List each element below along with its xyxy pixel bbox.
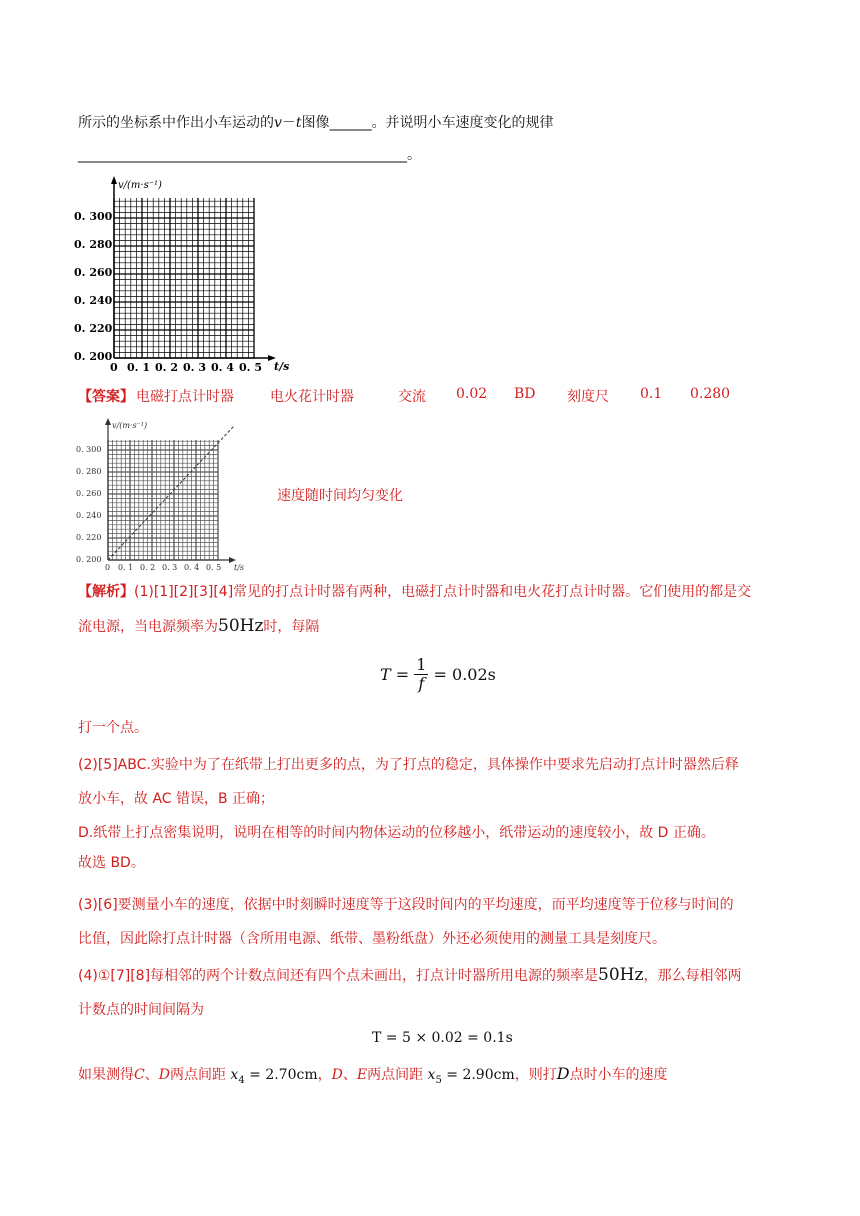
- x4-value: = 2.70cm: [244, 1067, 318, 1083]
- analysis-line: [78, 578, 784, 606]
- denominator: f: [418, 674, 425, 693]
- point-D: D: [556, 1064, 570, 1083]
- sep: ，: [317, 1067, 332, 1083]
- analysis-text: 如果测得: [78, 1067, 134, 1083]
- graph-note: 速度随时间均匀变化: [277, 488, 403, 504]
- question-text-b: 图像: [301, 115, 330, 131]
- question-text-c: 。并说明小车速度变化的规律: [371, 115, 554, 131]
- analysis-text: ，则打: [514, 1067, 557, 1083]
- point-D: D: [158, 1067, 170, 1083]
- x-tick: 0. 3: [162, 563, 178, 572]
- frequency: 50Hz: [218, 616, 264, 636]
- analysis-text: ，那么每相邻两: [643, 968, 742, 984]
- analysis-line: [78, 612, 784, 641]
- x-tick: 0. 1: [127, 361, 150, 374]
- point-E: E: [356, 1067, 368, 1083]
- y-tick: 0. 220: [74, 322, 113, 335]
- analysis-line: (2)[5]ABC.实验中为了在纸带上打出更多的点，为了打点的稳定，具体操作中要求先启动打点计时器然后释: [78, 757, 739, 773]
- answer-item: 刻度尺: [567, 389, 609, 405]
- question-line-1: [78, 112, 554, 132]
- y-tick: 0. 280: [76, 467, 102, 476]
- x-tick: 0. 1: [118, 563, 134, 572]
- x-axis-label: t/s: [274, 360, 290, 373]
- answer-item: 交流: [398, 389, 426, 405]
- y-ticks: [76, 445, 101, 564]
- sep: 、: [342, 1067, 357, 1083]
- analysis-p4: [78, 958, 784, 1027]
- analysis-text: 两点间距: [367, 1067, 424, 1083]
- x-tick: 0. 3: [183, 361, 206, 374]
- point-D: D: [331, 1067, 343, 1083]
- question-text: 所示的坐标系中作出小车运动的: [78, 115, 274, 131]
- analysis-text: (4)①[7][8]每相邻的两个计数点间还有四个点未画出，打点计时器所用电源的频率是: [78, 968, 599, 984]
- var-t: t: [295, 115, 302, 131]
- x-tick: 0. 2: [140, 563, 156, 572]
- y-tick: 0. 220: [76, 533, 102, 542]
- analysis-line: (3)[6]要测量小车的速度，依据中时刻瞬时速度等于这段时间内的平均速度，而平均速度等于位移与时间的: [78, 897, 734, 913]
- y-tick: 0. 300: [74, 210, 113, 223]
- analysis-line: 计数点的时间间隔为: [78, 1002, 204, 1018]
- equation-1: [380, 656, 496, 693]
- eq-rhs: = 0.02s: [433, 665, 496, 684]
- var-v: v: [274, 115, 282, 131]
- y-tick: 0. 240: [76, 511, 102, 520]
- equation-2: T = 5 × 0.02 = 0.1s: [372, 1030, 513, 1046]
- numerator: 1: [416, 655, 427, 674]
- y-axis-label: v/(m·s⁻¹): [112, 421, 148, 430]
- answer-item: 0.02: [456, 386, 488, 402]
- sep: 、: [144, 1067, 159, 1083]
- answer-item: BD: [514, 386, 536, 402]
- y-tick: 0. 200: [76, 555, 102, 564]
- y-tick: 0. 240: [74, 294, 113, 307]
- analysis-text: 两点间距: [169, 1067, 226, 1083]
- x4-expression: [230, 1067, 318, 1086]
- x-tick: 0: [105, 563, 111, 572]
- analysis-line: 放小车，故 AC 错误，B 正确；: [78, 791, 275, 807]
- x-ticks: [110, 361, 262, 374]
- x5-expression: [427, 1067, 515, 1086]
- answer-blank-2: _______________________________________________: [78, 147, 407, 163]
- axes: [105, 418, 236, 563]
- x-ticks: [105, 563, 221, 572]
- period: 。: [407, 147, 421, 163]
- answer-item: 电磁打点计时器: [136, 389, 234, 405]
- analysis-line: 故选 BD。: [78, 855, 145, 871]
- question-line-2: [78, 144, 421, 164]
- x-axis-label: t/s: [234, 563, 245, 572]
- y-tick: 0. 260: [74, 266, 113, 279]
- x-tick: 0. 2: [155, 361, 178, 374]
- analysis-p1: [78, 578, 784, 641]
- answer-item: 0.280: [690, 386, 731, 402]
- analysis-p1-end: [78, 714, 784, 742]
- x-tick: 0. 5: [239, 361, 262, 374]
- analysis-p2: [78, 748, 784, 876]
- x-tick: 0. 5: [206, 563, 222, 572]
- question-graph: [70, 174, 310, 374]
- analysis-text: 打一个点。: [78, 720, 148, 736]
- y-tick: 0. 200: [74, 350, 113, 363]
- x5-sub: 5: [435, 1074, 442, 1086]
- answer-blank-1: ______: [329, 115, 372, 131]
- x4-sub: 4: [238, 1074, 245, 1086]
- fraction: [414, 656, 428, 693]
- eq-lhs: T =: [380, 665, 410, 684]
- analysis-text: 点时小车的速度: [569, 1067, 668, 1083]
- answer-item: 电火花计时器: [270, 389, 354, 405]
- analysis-line: [78, 958, 784, 993]
- grid: [108, 440, 218, 560]
- y-axis-label: v/(m·s⁻¹): [118, 180, 162, 191]
- answer-line: [78, 386, 778, 406]
- answer-item: 0.1: [640, 386, 663, 402]
- x-tick: 0. 4: [184, 563, 200, 572]
- x-tick: 0: [110, 361, 118, 374]
- analysis-text: 时，每隔: [263, 619, 320, 635]
- frequency: 50Hz: [598, 965, 644, 985]
- grid: [114, 198, 254, 358]
- x5-var: x: [427, 1067, 436, 1083]
- analysis-text: (1)[1][2][3][4]常见的打点计时器有两种，电磁打点计时器和电火花打点计时器。它们使用的都是交: [134, 584, 752, 600]
- answer-graph: [74, 416, 254, 576]
- y-tick: 0. 280: [74, 238, 113, 251]
- answer-label: 【答案】: [78, 389, 134, 405]
- point-C: C: [134, 1067, 145, 1083]
- x4-var: x: [230, 1067, 239, 1083]
- analysis-line: 比值，因此除打点计时器（含所用电源、纸带、墨粉纸盘）外还必须使用的测量工具是刻度尺。: [78, 931, 666, 947]
- analysis-p5: [78, 1064, 668, 1086]
- velocity-line: [108, 426, 234, 560]
- y-ticks: [74, 210, 113, 363]
- analysis-line: D.纸带上打点密集说明，说明在相等的时间内物体运动的位移越小，纸带运动的速度较小，故 D 正确。: [78, 825, 715, 841]
- analysis-p3: [78, 888, 784, 956]
- analysis-text: 流电源，当电源频率为: [78, 619, 218, 635]
- x5-value: = 2.90cm: [441, 1067, 515, 1083]
- dash: －: [281, 115, 296, 131]
- x-tick: 0. 4: [211, 361, 234, 374]
- y-tick: 0. 300: [76, 445, 102, 454]
- y-tick: 0. 260: [76, 489, 102, 498]
- analysis-label: 【解析】: [78, 584, 134, 600]
